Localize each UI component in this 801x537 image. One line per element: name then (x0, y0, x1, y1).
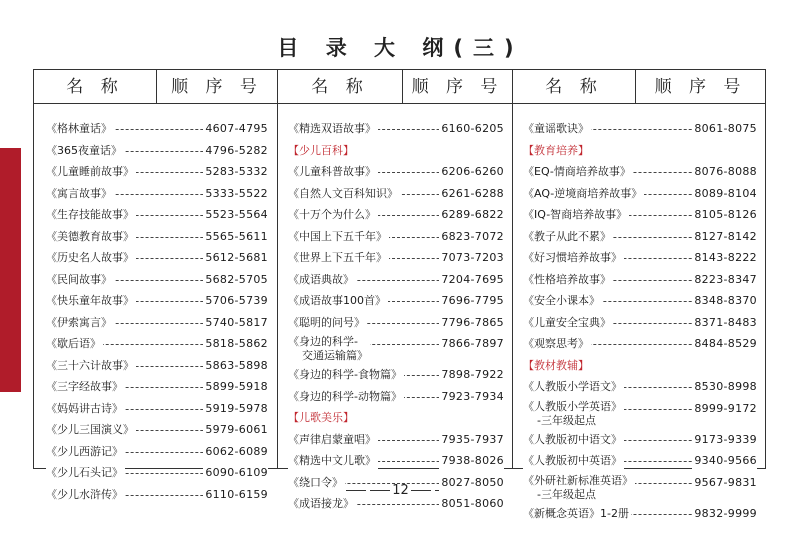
catalog-title (288, 183, 400, 205)
catalog-title-line: 《绕口令》 (288, 475, 343, 489)
catalog-title (523, 450, 624, 472)
order-range: 6110-6159 (203, 484, 268, 506)
catalog-title-line: 《性格培养故事》 (523, 272, 611, 286)
catalog-row (288, 333, 504, 364)
order-range: 5706-5739 (203, 290, 268, 312)
order-range: 7796-7865 (439, 312, 504, 334)
catalog-title (46, 161, 136, 183)
catalog-title-line: 《三字经故事》 (46, 380, 123, 393)
order-range: 5740-5817 (203, 312, 268, 334)
catalog-title (288, 493, 356, 515)
catalog-row (288, 161, 504, 183)
catalog-row (46, 312, 268, 334)
catalog-title-line: 《寓言故事》 (46, 186, 112, 200)
column-divider (277, 70, 278, 468)
catalog-row (288, 386, 504, 408)
section-heading (523, 355, 757, 377)
catalog-title-line: 《快乐童年故事》 (46, 294, 134, 307)
order-range: 4607-4795 (203, 118, 268, 140)
catalog-row (46, 269, 268, 291)
catalog-title-line: 《历史名人故事》 (46, 251, 134, 264)
order-range: 7923-7934 (439, 386, 504, 408)
catalog-title (46, 398, 125, 420)
catalog-title (288, 429, 378, 451)
catalog-title-line: 《少儿西游记》 (46, 444, 123, 458)
catalog-title (46, 484, 125, 506)
catalog-title-line: 《声律启蒙童唱》 (288, 432, 376, 446)
catalog-title (46, 204, 136, 226)
catalog-row (523, 204, 757, 226)
order-range: 7935-7937 (439, 429, 504, 451)
catalog-title-line: 《童谣歌诀》 (523, 122, 589, 135)
order-range: 7866-7897 (441, 337, 504, 350)
catalog-row (46, 226, 268, 248)
catalog-title-line: 《观察思考》 (523, 337, 589, 350)
catalog-title (288, 118, 378, 140)
catalog-title (46, 183, 114, 205)
catalog-title-line: 《歇后语》 (46, 337, 101, 350)
catalog-table (33, 69, 766, 520)
order-range: 8143-8222 (692, 247, 757, 269)
catalog-row (46, 462, 268, 484)
catalog-title (46, 419, 136, 441)
catalog-title-line: 《EQ-情商培养故事》 (523, 165, 631, 178)
order-range: 5333-5522 (203, 183, 268, 205)
catalog-title-line: 《格林童话》 (46, 122, 112, 135)
order-range: 8999-9172 (694, 401, 757, 415)
catalog-row (523, 333, 757, 355)
page-number-value: 12 (392, 483, 409, 498)
catalog-title-line: 《精选双语故事》 (288, 122, 376, 135)
order-range: 8089-8104 (692, 183, 757, 205)
catalog-title-line: 《中国上下五千年》 (288, 229, 387, 243)
catalog-title-line: 《生存技能故事》 (46, 208, 134, 221)
catalog-title (523, 312, 613, 334)
section-heading-label: 【少儿百科】 (288, 143, 354, 157)
catalog-title (288, 204, 378, 226)
order-range: 9832-9999 (692, 503, 757, 525)
order-range: 8371-8483 (692, 312, 757, 334)
catalog-title-line: 《外研社新标准英语》 (523, 473, 633, 487)
catalog-title (523, 161, 633, 183)
catalog-title (523, 226, 613, 248)
order-range: 6090-6109 (203, 462, 268, 484)
order-range: 7938-8026 (439, 450, 504, 472)
catalog-title-line: 《妈妈讲古诗》 (46, 401, 123, 415)
catalog-title-line: 《三十六计故事》 (46, 358, 134, 372)
order-range: 4796-5282 (203, 140, 268, 162)
order-range: 6160-6205 (439, 118, 504, 140)
catalog-title (523, 503, 631, 525)
catalog-title (523, 474, 635, 502)
order-range: 8127-8142 (692, 226, 757, 248)
catalog-title (288, 290, 388, 312)
catalog-row (288, 364, 504, 386)
order-range: 9173-9339 (692, 429, 757, 451)
catalog-column-3 (523, 118, 757, 524)
catalog-row (523, 376, 757, 398)
catalog-title (288, 269, 356, 291)
order-range: 7898-7922 (439, 364, 504, 386)
header-name-2: 名 称 (311, 77, 369, 97)
catalog-title (288, 247, 389, 269)
order-range: 9567-9831 (694, 475, 757, 489)
catalog-row (46, 118, 268, 140)
catalog-title (46, 312, 114, 334)
catalog-title-line: 《好习惯培养故事》 (523, 251, 622, 264)
order-range: 8061-8075 (692, 118, 757, 140)
catalog-title (46, 269, 114, 291)
catalog-title-line: 《少儿石头记》 (46, 466, 123, 479)
table-header (34, 70, 765, 104)
order-range: 6261-6288 (439, 183, 504, 205)
catalog-column-2 (288, 118, 504, 515)
catalog-column-1 (46, 118, 268, 505)
catalog-title-line: 《人教版小学语文》 (523, 380, 622, 393)
catalog-row (46, 333, 268, 355)
catalog-title-line: 《身边的科学- (288, 335, 358, 348)
catalog-title (46, 118, 114, 140)
catalog-title-line: 《人教版小学英语》 (523, 399, 622, 413)
order-range: 8484-8529 (692, 333, 757, 355)
header-name-3: 名 称 (545, 77, 603, 97)
catalog-title (46, 441, 125, 463)
catalog-title (288, 472, 345, 494)
catalog-row (46, 419, 268, 441)
header-name-1: 名 称 (66, 77, 124, 97)
catalog-title-line: 《IQ-智商培养故事》 (523, 208, 628, 221)
catalog-row (523, 161, 757, 183)
order-range: 5899-5918 (203, 376, 268, 398)
catalog-row (523, 312, 757, 334)
catalog-title (523, 429, 624, 451)
catalog-title (523, 290, 602, 312)
catalog-row (523, 183, 757, 205)
catalog-title (288, 364, 404, 386)
catalog-title (46, 226, 136, 248)
catalog-row (46, 161, 268, 183)
order-range: 5565-5611 (203, 226, 268, 248)
catalog-row (288, 118, 504, 140)
order-range: 5818-5862 (203, 333, 268, 355)
catalog-title-line: 《儿童安全宝典》 (523, 315, 611, 329)
header-order-3: 顺 序 号 (654, 77, 747, 97)
catalog-row (523, 269, 757, 291)
catalog-title-line: 《精选中文儿歌》 (288, 454, 376, 467)
catalog-row (288, 226, 504, 248)
catalog-title (46, 247, 136, 269)
header-order-1: 顺 序 号 (171, 77, 263, 97)
catalog-row (523, 398, 757, 429)
catalog-row (288, 269, 504, 291)
catalog-title-line: 《聪明的问号》 (288, 315, 365, 329)
catalog-row (46, 140, 268, 162)
catalog-row (46, 290, 268, 312)
catalog-row (523, 118, 757, 140)
catalog-row (46, 355, 268, 377)
section-heading (288, 407, 504, 429)
catalog-title-line: 《成语接龙》 (288, 497, 354, 510)
order-range: 5682-5705 (203, 269, 268, 291)
order-range: 7204-7695 (439, 269, 504, 291)
catalog-row (288, 290, 504, 312)
catalog-title (46, 376, 125, 398)
catalog-row (46, 376, 268, 398)
catalog-row (288, 183, 504, 205)
order-range: 5523-5564 (203, 204, 268, 226)
catalog-row (523, 290, 757, 312)
order-range: 6206-6260 (439, 161, 504, 183)
catalog-title (523, 118, 591, 140)
catalog-row (523, 226, 757, 248)
catalog-title-line: 《十万个为什么》 (288, 208, 376, 221)
catalog-title (523, 333, 591, 355)
catalog-title (288, 450, 378, 472)
page-number-dash (370, 490, 390, 491)
order-range: 5863-5898 (203, 355, 268, 377)
order-range: 5612-5681 (203, 247, 268, 269)
page-title: 目 录 大 纲(三) (277, 36, 524, 60)
catalog-row (46, 204, 268, 226)
page-number-dash (346, 490, 366, 491)
order-range: 8076-8088 (692, 161, 757, 183)
catalog-title-line: 《伊索寓言》 (46, 315, 112, 329)
catalog-title-line: 《自然人文百科知识》 (288, 186, 398, 200)
catalog-title-line-2: -三年级起点 (537, 413, 596, 427)
catalog-title (46, 333, 103, 355)
section-heading (523, 140, 757, 162)
catalog-row (523, 503, 757, 525)
catalog-title-line: 《人教版初中英语》 (523, 454, 622, 467)
catalog-row (288, 450, 504, 472)
section-heading-label: 【儿歌美乐】 (288, 411, 354, 424)
catalog-title-line: 《教子从此不累》 (523, 229, 611, 243)
order-range: 8051-8060 (439, 493, 504, 515)
header-order-2: 顺 序 号 (411, 77, 504, 97)
side-red-tab (0, 148, 21, 392)
order-range: 5919-5978 (203, 398, 268, 420)
catalog-row (523, 429, 757, 451)
order-range: 8530-8998 (692, 376, 757, 398)
order-range: 8027-8050 (439, 472, 504, 494)
catalog-title-line: 《少儿水浒传》 (46, 487, 123, 501)
catalog-title (46, 290, 136, 312)
catalog-title-line: 《365夜童话》 (46, 143, 122, 157)
catalog-title (288, 312, 367, 334)
column-divider (512, 70, 513, 468)
catalog-title (46, 140, 124, 162)
catalog-title (46, 462, 125, 484)
catalog-title (523, 376, 624, 398)
catalog-title-line: 《安全小课本》 (523, 294, 600, 307)
catalog-title (523, 269, 613, 291)
catalog-title-line: 《民间故事》 (46, 272, 112, 286)
catalog-row (46, 441, 268, 463)
catalog-row (46, 398, 268, 420)
order-range: 6062-6089 (203, 441, 268, 463)
catalog-title-line: 《人教版初中语文》 (523, 432, 622, 446)
catalog-row (288, 312, 504, 334)
catalog-title (288, 386, 404, 408)
section-heading-label: 【教材教辅】 (523, 358, 589, 372)
catalog-title-line: 《儿童睡前故事》 (46, 165, 134, 178)
catalog-title-line: 《成语故事100首》 (288, 294, 386, 307)
catalog-row (288, 204, 504, 226)
catalog-title-line: 《新概念英语》1-2册 (523, 506, 629, 520)
order-range: 6289-6822 (439, 204, 504, 226)
catalog-title-line-2: -三年级起点 (537, 487, 596, 501)
catalog-title-line-2: 交通运输篇》 (302, 349, 368, 362)
section-heading-label: 【教育培养】 (523, 143, 589, 157)
catalog-title (523, 183, 644, 205)
catalog-title-line: 《身边的科学-动物篇》 (288, 389, 402, 403)
catalog-row (288, 247, 504, 269)
order-range: 7073-7203 (439, 247, 504, 269)
order-range: 6823-7072 (439, 226, 504, 248)
catalog-row (46, 247, 268, 269)
order-range: 8105-8126 (692, 204, 757, 226)
order-range: 9340-9566 (692, 450, 757, 472)
catalog-title (523, 247, 624, 269)
catalog-title (523, 204, 629, 226)
order-range: 8348-8370 (692, 290, 757, 312)
order-range: 7696-7795 (439, 290, 504, 312)
catalog-title (288, 335, 370, 363)
catalog-row (523, 450, 757, 472)
catalog-title (288, 161, 378, 183)
section-heading (288, 140, 504, 162)
catalog-title-line: 《美德教育故事》 (46, 229, 134, 243)
catalog-title-line: 《AQ-逆境商培养故事》 (523, 186, 643, 200)
catalog-row (523, 247, 757, 269)
catalog-title-line: 《世界上下五千年》 (288, 251, 387, 264)
order-range: 5979-6061 (203, 419, 268, 441)
catalog-title-line: 《儿童科普故事》 (288, 165, 376, 178)
catalog-row (288, 429, 504, 451)
catalog-title-line: 《成语典故》 (288, 272, 354, 286)
order-range: 5283-5332 (203, 161, 268, 183)
catalog-title (46, 355, 136, 377)
order-range: 8223-8347 (692, 269, 757, 291)
catalog-row (46, 183, 268, 205)
catalog-title (523, 400, 624, 428)
catalog-title-line: 《身边的科学-食物篇》 (288, 368, 402, 381)
catalog-title (288, 226, 389, 248)
catalog-title-line: 《少儿三国演义》 (46, 423, 134, 436)
page-number-dash (411, 490, 431, 491)
